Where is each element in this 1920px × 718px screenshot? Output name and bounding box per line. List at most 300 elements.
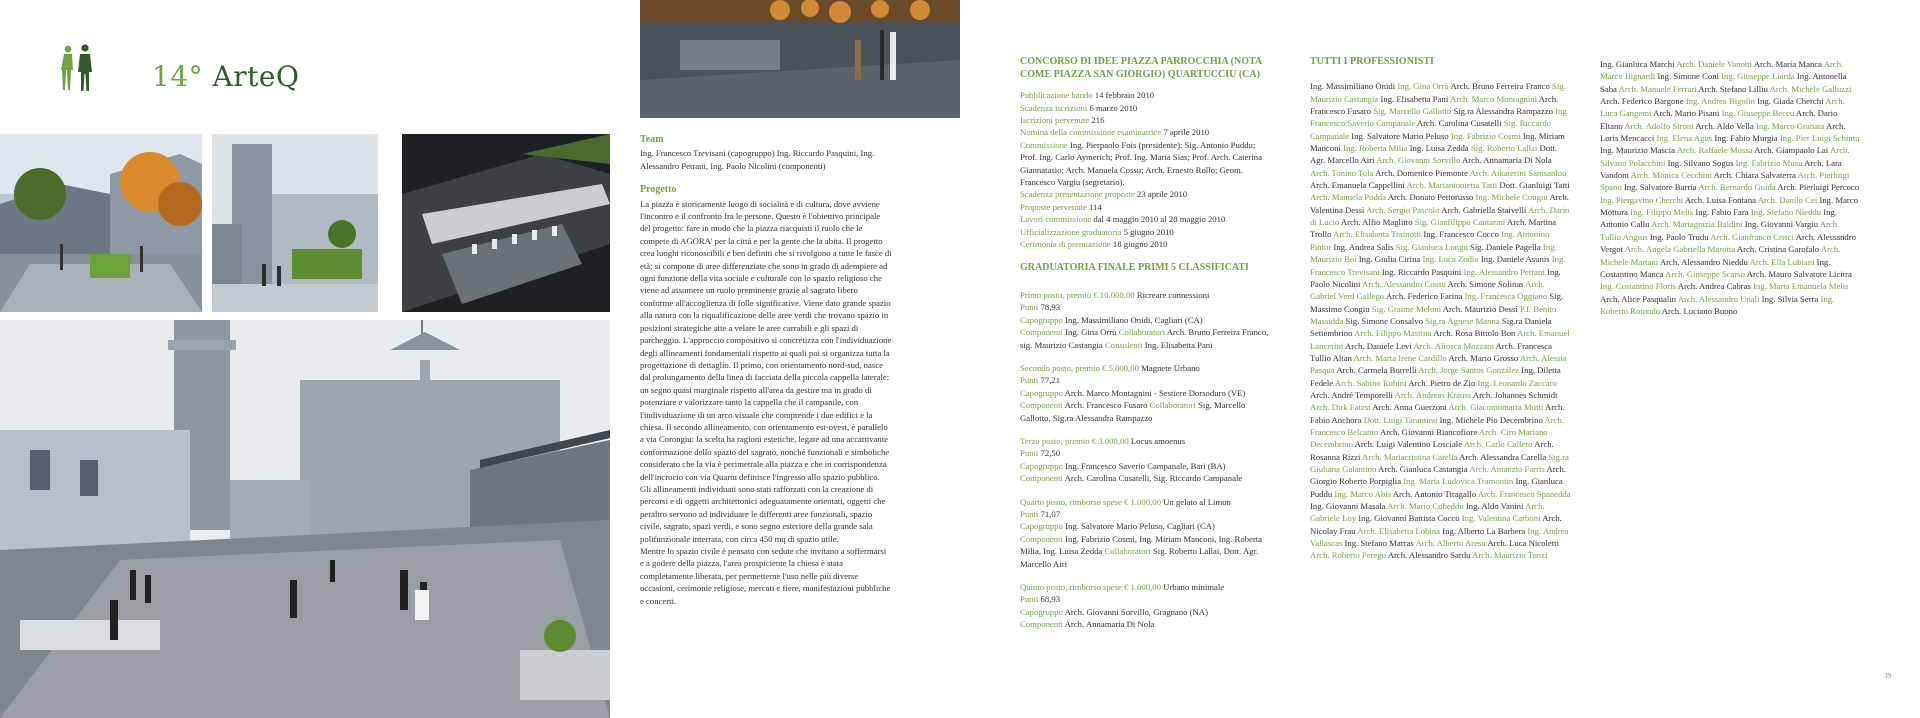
professional-name: Ing. Maria Ludovica Tramontin xyxy=(1403,476,1514,487)
professional-name: Arch. Gabriella Staivelli xyxy=(1439,204,1528,215)
professional-name: Arch. Tullio Angius xyxy=(1600,219,1840,242)
professional-name: Arch. Marco Montagnini xyxy=(1449,93,1538,104)
professional-name: Ing. Aldo Vanini xyxy=(1463,501,1526,512)
professional-name: Ing. Salvatore Mario Peluso xyxy=(1349,130,1451,141)
professional-name: Arch. Giuseppe Scarso xyxy=(1665,268,1746,279)
professional-name: Arch. Emanuela Cappellini xyxy=(1310,180,1407,191)
fact-label: Iscrizioni pervenute xyxy=(1020,115,1090,125)
professional-name: Ing. Antonio Callu xyxy=(1600,207,1837,230)
member-role: Componenti xyxy=(1020,619,1063,630)
professional-name: Arch. Luca Gangemi xyxy=(1600,96,1845,119)
ranking-members-row xyxy=(1020,326,1270,351)
points-label: Punti xyxy=(1020,448,1039,459)
professional-name: Arch. Johannes Schmidt xyxy=(1471,389,1558,400)
professional-name: Arch. Michele Martani xyxy=(1600,244,1841,267)
professional-name: Arch. Raffaele Mossa xyxy=(1676,145,1753,156)
professional-name: Arch. Alice Pasqualin xyxy=(1600,293,1678,304)
fact-value: 114 xyxy=(1086,201,1102,212)
professional-name: Sig.ra Agnese Manna xyxy=(1425,315,1500,326)
professional-name: Arch. Annamaria Di Nola xyxy=(1460,155,1552,166)
rank-number: 14° xyxy=(152,60,204,93)
professional-name: Sig.ra Daniela Settembrino xyxy=(1310,315,1552,339)
professional-name: Arch. Maria Manca xyxy=(1752,59,1824,69)
member-names: Arch. Giovanni Sorvillo, Gragnano (NA) xyxy=(1062,606,1208,617)
professional-name: Arch. Francesco Belcanto xyxy=(1310,414,1565,437)
member-names: Ing. Fabrizio Cosmi, Ing. Miriam Manconi, Ing. Roberta Milia, Ing. Luisa Zedda xyxy=(1020,533,1263,557)
professional-name: Dott. Gianluigi Tatti xyxy=(1497,180,1570,191)
professional-name: Arch. Pietro de Zio xyxy=(1406,377,1478,388)
member-role: Capogruppo xyxy=(1020,606,1063,617)
professional-name: Arch. Carolina Cusatelli xyxy=(1415,118,1504,129)
professional-name: Sig. Roberto Lallai xyxy=(1470,143,1538,154)
professionals-title: TUTTI I PROFESSIONISTI xyxy=(1310,56,1434,67)
points-value: 78,93 xyxy=(1038,302,1061,313)
professional-name: Ing. Paolo Trudu xyxy=(1647,231,1711,242)
professional-name: Arch. Alessandro Unali xyxy=(1677,293,1760,304)
professional-name: Sig. Daniele Pagella xyxy=(1467,241,1543,252)
professional-name: Arch. Marco Bignardi xyxy=(1600,59,1844,82)
member-names: Sig. Marcello Gallotto, Sig.ra Alessandra Rampazzo xyxy=(1020,400,1246,423)
member-role: Collaboratori xyxy=(1104,546,1151,557)
ranking-place: Terzo posto, premio € 3.000,00 xyxy=(1020,435,1129,446)
professional-name: Ing. Leonardo Zaccaro xyxy=(1477,377,1557,388)
professional-name: Ing. Antonella Saba xyxy=(1600,71,1847,94)
member-names: Ing. Massimiliano Onidi, Cagliari (CA) xyxy=(1062,314,1203,325)
professional-name: Arch. Loris Mencacci xyxy=(1600,120,1846,144)
competition-title: CONCORSO DI IDEE PIAZZA PARROCCHIA (NOTA COME PIAZZA SAN GIORGIO) QUARTUCCIU (CA) xyxy=(1020,56,1262,80)
member-role: Componenti xyxy=(1020,327,1063,338)
professional-name: Arch. Alessandro Nieddu xyxy=(1658,256,1750,267)
ranking-members-row xyxy=(1020,618,1270,630)
professional-name: Arch. Adolfo Sironi xyxy=(1624,120,1694,131)
professional-name: Ing. Antonino Pintor xyxy=(1310,229,1550,252)
professional-name: Arch. Alessandra Carella xyxy=(1457,451,1549,462)
professional-name: Sig. Simone Consalvo xyxy=(1343,315,1426,326)
professional-name: Arch. Andreas Krauss xyxy=(1394,389,1472,400)
professional-name: Ing. Maurizio Mascia xyxy=(1600,145,1677,156)
fact-value: 18 giugno 2010 xyxy=(1110,239,1168,250)
ranking-motto: Locus amoenus xyxy=(1128,435,1186,446)
professional-name: Ing. Giovanni Masala xyxy=(1310,501,1388,512)
ranking-title: GRADUATORIA FINALE PRIMI 5 CLASSIFICATI xyxy=(1020,262,1249,274)
professional-name: Sig.ra Giuliana Galantino xyxy=(1310,451,1569,474)
professional-name: P.I. Benito Massidda xyxy=(1310,303,1557,326)
professional-name: Ing. Michele Pio Decembrino xyxy=(1437,414,1545,425)
fact-row xyxy=(1020,238,1270,250)
ranking-entry xyxy=(1020,435,1270,485)
member-role: Consulenti xyxy=(1104,339,1143,350)
professional-name: Arch. Aldo Vella xyxy=(1693,120,1756,131)
professional-name: Arch. Elisabetta Lobina xyxy=(1357,525,1441,536)
fact-label: Lavori commissione xyxy=(1020,214,1092,225)
professional-name: Ing. Marco Mottura xyxy=(1600,194,1859,218)
fact-value: 5 giugno 2010 xyxy=(1121,226,1174,237)
ranking-members-row xyxy=(1020,399,1270,424)
professional-name: Ing. Elisabetta Pani xyxy=(1378,93,1450,104)
ranking-motto: Un gelato al Limon xyxy=(1160,496,1231,507)
professional-name: Arch. Stefano Lilliu xyxy=(1696,83,1770,94)
professional-name: Dott. Agr. Marcello Airi xyxy=(1310,143,1558,166)
fact-value: 14 febbraio 2010 xyxy=(1092,90,1155,101)
professional-name: Arch. Lara Vandoni xyxy=(1600,157,1842,181)
ranking-points-row xyxy=(1020,447,1270,459)
progetto-heading: Progetto xyxy=(640,184,677,196)
ranking-members-row xyxy=(1020,606,1270,618)
professional-name: Arch. Filippo Mastinu xyxy=(1354,328,1432,339)
fact-row xyxy=(1020,188,1270,200)
professionals-column-2 xyxy=(1600,58,1862,317)
ranking-members-row xyxy=(1020,387,1270,399)
professional-name: Arch. Luigi Valentino Losciale xyxy=(1352,439,1464,450)
professional-name: Ing. Andrea Vallascas xyxy=(1310,525,1569,549)
group-name: ArteQ xyxy=(212,60,300,93)
professional-name: Arch. Tonino Tola xyxy=(1310,167,1374,178)
fact-row xyxy=(1020,213,1270,225)
professional-name: Arch. Antonio Tiragallo xyxy=(1391,488,1478,499)
professional-name: Arch. Luca Nicoletti xyxy=(1485,538,1559,549)
professional-name: Arch. Aliosca Mozzato xyxy=(1413,340,1494,351)
ranking-place: Primo posto, premio € 10.000,00 xyxy=(1020,289,1135,300)
fact-value: 6 marzo 2010 xyxy=(1087,102,1138,113)
points-value: 68,93 xyxy=(1038,594,1061,605)
professional-name: Ing. Marco Granata xyxy=(1755,120,1825,131)
professional-name: Arch. Andrea Cabras xyxy=(1676,281,1753,292)
fact-value: 216 xyxy=(1089,115,1105,125)
member-names: Ing. Elisabetta Pani xyxy=(1142,339,1213,350)
professional-name: Arch. Anna Guerzoni xyxy=(1370,402,1449,413)
fact-label: Nomina della commissione esaminatrice xyxy=(1020,127,1162,138)
professional-name: Arch. Maurizio Tonzi xyxy=(1472,550,1548,561)
professional-name: Ing. Piergavino Cherchi xyxy=(1600,194,1684,205)
ranking-members-row xyxy=(1020,533,1270,570)
fact-label: Pubblicazione bando xyxy=(1020,90,1093,101)
professional-name: Arch. Luisa Fontana xyxy=(1683,194,1758,205)
professional-name: Ing. Alberto La Barbera xyxy=(1440,525,1528,536)
member-role: Collaboratori xyxy=(1149,400,1196,411)
progetto-paragraph-2: Mentre lo spazio civile è pensato con sedute che invitano a soffermarsi e a godere della piazza, l'area prospiciente la chiesa è stata completamente liberata, per permetterne l'uso nelle più diverse occasioni, cerimonie religiose, mercati e fiere, manifestazioni pubbliche e concerti. xyxy=(640,546,891,606)
professional-name: Ing. Maurizio Boi xyxy=(1310,241,1557,265)
member-names: Ing. Francesco Saverio Campanale, Bari (BA) xyxy=(1062,460,1226,471)
professional-name: Arch. Carmela Borrelli xyxy=(1334,365,1419,376)
professional-name: Arch. Silvano Polacchini xyxy=(1600,145,1850,168)
professionals-column-1 xyxy=(1310,56,1572,562)
fact-value: dal 4 maggio 2010 al 28 maggio 2010 xyxy=(1091,214,1226,225)
professional-name: Arch. Giovanni Sorvillo xyxy=(1376,155,1461,166)
professional-name: Arch. Mariagrazia Baldini xyxy=(1651,219,1743,230)
ranking-points-row xyxy=(1020,301,1270,313)
professional-name: Ing. Luca Zodio xyxy=(1422,254,1479,265)
member-role: Capogruppo xyxy=(1020,460,1063,471)
professional-name: Ing. Miriam Manconi xyxy=(1310,130,1565,154)
professional-name: Ing. Silvia Serra xyxy=(1759,293,1821,304)
professional-name: Arch. Alessandro Vergot xyxy=(1600,231,1856,255)
professional-name: Arch. Federico Bargone xyxy=(1600,96,1686,107)
fact-row xyxy=(1020,102,1270,114)
professional-name: Ing. Roberta Milia xyxy=(1343,143,1408,154)
ranking-entry xyxy=(1020,289,1270,351)
professional-name: Arch. Domenico Piemonte xyxy=(1373,167,1470,178)
professional-name: Sig. Maurizio Castangia xyxy=(1310,81,1566,104)
member-role: Componenti xyxy=(1020,473,1063,484)
fact-value: 23 aprile 2010 xyxy=(1134,189,1188,200)
fact-row xyxy=(1020,139,1270,189)
professional-name: Arch. Alessandro Sardu xyxy=(1386,550,1473,561)
professional-name: Arch. Francesca Tullio Altan xyxy=(1310,340,1552,363)
render-photo-tower xyxy=(212,134,378,312)
ranking-place: Quinto posto, rimborso spese € 1.000,00 xyxy=(1020,582,1161,592)
professional-name: Arch. Dario Eltano xyxy=(1600,108,1838,131)
professional-name: Ing. Salvatore Barria xyxy=(1621,182,1699,193)
fact-label: Proposte pervenute xyxy=(1020,201,1087,212)
ranking-members-row xyxy=(1020,472,1270,484)
fact-row xyxy=(1020,126,1270,138)
professional-name: Arch. Luciano Buono xyxy=(1660,305,1738,316)
ranking-place-row xyxy=(1020,289,1270,301)
professional-name: Ing. Fabrizio Cosmi xyxy=(1450,130,1521,141)
member-names: Arch. Marco Montagnini - Sestiere Dorsoduro (VE) xyxy=(1062,387,1246,398)
professional-name: Arch. Chiara Salvaterra xyxy=(1711,170,1798,181)
professional-name: Ing. Silvano Sogus xyxy=(1665,157,1736,168)
ranking-points-row xyxy=(1020,508,1270,520)
professional-name: Arch. Martina Trollo xyxy=(1310,217,1557,240)
professional-name: Ing. Luisa Zedda xyxy=(1407,143,1471,154)
project-description-column xyxy=(640,134,892,613)
points-label: Punti xyxy=(1020,594,1039,605)
points-value: 71,07 xyxy=(1038,508,1061,519)
ranking-place-row xyxy=(1020,362,1270,374)
professional-name: Sig. Massimo Congiu xyxy=(1310,291,1564,314)
professional-name: Arch. Giorgio Roberto Porpiglia xyxy=(1310,464,1566,487)
professional-name: Sig. Graime Meloni xyxy=(1371,303,1442,314)
member-role: Capogruppo xyxy=(1020,314,1063,325)
professional-name: Arch. Valentina Dessì xyxy=(1310,192,1569,215)
professional-name: Ing. Giulia Cirina xyxy=(1356,254,1423,265)
professional-name: Ing. Giada Cherchi xyxy=(1754,96,1826,107)
ranking-place-row xyxy=(1020,581,1270,593)
professional-name: Ing. Diletta Fedele xyxy=(1310,365,1561,388)
ranking-entry xyxy=(1020,362,1270,424)
professional-name: Arch. Michele Galluzzi xyxy=(1769,83,1852,94)
competition-info-column xyxy=(1020,56,1270,642)
render-photo-piazza xyxy=(0,320,610,718)
member-names: Arch. Francesco Fusaro xyxy=(1062,400,1150,411)
ranking-motto: Ricreare connessioni xyxy=(1134,289,1210,300)
professional-name: Arch. Carlo Callero xyxy=(1463,439,1533,450)
fact-value: Ing. Pierpaolo Fois (presidente): Sig. Antonio Puddu; Prof. Ing. Carlo Aymerich; Prof. Ing. Maria Sias; Prof. Arch. Caterina Giannatasio; Arch. Manuela Cossu; Arch. Ernesto Rollo; Geom. Francesco Vargiu (segretario). xyxy=(1020,139,1262,188)
member-names: Sig. Roberto Lallai, Dott. Agr. Marcello Airi xyxy=(1020,546,1259,569)
member-role: Componenti xyxy=(1020,533,1063,544)
professional-name: Arch. Francesco Fusaro xyxy=(1310,93,1559,117)
ranking-points-row xyxy=(1020,593,1270,605)
professional-name: Arch. Simone Solinas xyxy=(1445,278,1526,289)
professional-name: Arch. Mario Cubeddu xyxy=(1387,501,1464,512)
professional-name: Ing. Paolo Nicolini xyxy=(1310,266,1561,289)
fact-label: Scadenza iscrizioni xyxy=(1020,102,1088,113)
professional-name: Arch. Sabino Rubini xyxy=(1334,377,1407,388)
professional-name: Ing. Giuseppe Liarda xyxy=(1721,71,1795,82)
professional-name: Arch. Maurizio Dessì xyxy=(1441,303,1520,314)
ranking-entry xyxy=(1020,496,1270,570)
professional-name: Arch. Federico Farina xyxy=(1384,291,1465,302)
fact-row xyxy=(1020,89,1270,101)
ranking-motto: Magnete Urbano xyxy=(1138,362,1200,373)
professional-name: Arch. Marta Irene Cardillo xyxy=(1353,352,1447,363)
member-names: Ing. Gina Orrù xyxy=(1062,327,1119,338)
points-label: Punti xyxy=(1020,375,1039,386)
professional-name: Arch. Daniele Vanotti xyxy=(1676,59,1753,69)
fact-label: Ufficializzazione graduatoria xyxy=(1020,226,1122,237)
professional-name: Arch. Cristina Garofalo xyxy=(1735,244,1821,255)
professional-name: Arch. Elisabetta Trainotti xyxy=(1333,229,1422,240)
page-number: 39 xyxy=(1884,672,1891,680)
professional-name: Ing. Gianluca Marchi xyxy=(1600,59,1677,69)
professional-name: Arch. Alessia Pasqua xyxy=(1310,352,1567,376)
professional-name: Ing. Fabrizio Musu xyxy=(1735,157,1803,168)
professional-name: Ing. Fabio Murgia xyxy=(1712,133,1780,144)
member-names: Arch. Annamaria Di Nola xyxy=(1062,619,1155,630)
points-label: Punti xyxy=(1020,508,1039,519)
member-role: Capogruppo xyxy=(1020,521,1063,532)
professional-name: Ing. Andrea Salis xyxy=(1331,241,1396,252)
professional-name: Ing. Gianluca Puddu xyxy=(1310,476,1563,499)
fact-row xyxy=(1020,114,1270,126)
professional-name: Ing. Francesca Oggiano xyxy=(1464,291,1548,302)
competition-facts xyxy=(1020,89,1270,250)
professional-name: Arch. Ciro Mariano Decembrino xyxy=(1310,426,1548,450)
ranking-entry xyxy=(1020,581,1270,631)
professional-name: Ing. Francesco Trevisani xyxy=(1310,254,1566,277)
professional-name: Ing. Francesco Saverio Campanale xyxy=(1310,106,1569,129)
fact-label: Scadenza presentazione proposte xyxy=(1020,189,1135,200)
professional-name: Arch. Manuela Podda xyxy=(1310,192,1386,203)
professional-name: Arch. Bruno Ferreira Franco xyxy=(1448,81,1553,92)
professional-name: Arch. Mario Pisani xyxy=(1651,108,1722,119)
professional-name: Arch. Sergio Pascolo xyxy=(1365,204,1440,215)
professional-name: Arch. Daniele Levi xyxy=(1343,340,1414,351)
fact-label: Cerimonia di premiazione xyxy=(1020,239,1111,250)
professional-name: Arch. Alessandro Cossu xyxy=(1362,278,1446,289)
points-value: 72,50 xyxy=(1038,448,1061,459)
professional-name: Ing. Gina Orrù xyxy=(1397,81,1449,92)
professional-name: Arch. Amanzio Farris xyxy=(1469,464,1545,474)
professional-name: Arch. Roberto Perego xyxy=(1310,550,1386,561)
professional-name: Arch. Gianluca Castangia xyxy=(1376,464,1470,474)
professional-name: Ing. Marco Abis xyxy=(1334,488,1392,499)
points-value: 77,21 xyxy=(1038,375,1061,386)
professional-name: Ing. Giovanni Battista Cocco xyxy=(1356,513,1462,524)
professional-name: Ing. Elena Agus xyxy=(1656,133,1713,144)
professional-name: Ing. Roberto Rotondo xyxy=(1600,293,1835,316)
professional-name: Sig. Marcello Gallotto xyxy=(1373,106,1452,117)
professional-name: Arch. Danilo Cei xyxy=(1757,194,1818,205)
team-text: Ing. Francesco Trevisani (capogruppo) Ing. Riccardo Pasquini, Ing. Alessandro Petrani, Ing. Paolo Nicolini (componenti) xyxy=(640,148,875,171)
professional-name: Arch. Ella Lubiani xyxy=(1749,256,1815,267)
professionals-list-2 xyxy=(1600,58,1862,317)
professional-name: Arch. Gabriele Loy xyxy=(1310,501,1545,524)
professional-name: Arch. Gianfranco Crisci xyxy=(1710,231,1794,242)
professional-name: Ing. Andrea Bigolin xyxy=(1685,96,1755,107)
ranking-points-row xyxy=(1020,374,1270,386)
professionals-list-1 xyxy=(1310,80,1572,561)
professional-name: Arch. Fabio Anchora xyxy=(1310,402,1565,425)
professional-name: Dott. Luigi Tarantino xyxy=(1363,414,1438,425)
professional-name: Ing. Francesco Cocco xyxy=(1421,229,1502,240)
professional-name: Ing. Valentina Carboni xyxy=(1461,513,1541,524)
professional-name: Sig. Riccardo Campanale xyxy=(1310,118,1552,141)
professional-name: Ing. Stefano Nieddu xyxy=(1750,207,1822,218)
fact-label: Commissione xyxy=(1020,139,1068,150)
render-photo-evening xyxy=(640,0,960,118)
professional-name: Ing. Fabio Fara xyxy=(1693,207,1751,218)
professional-name: Arch. Giacomomaria Mutti xyxy=(1448,402,1544,413)
professional-name: Arch. Aikaterini Samsanlou xyxy=(1469,167,1567,178)
professional-name: Ing. Giovanni Vargiu xyxy=(1742,219,1820,230)
member-names: Ing. Salvatore Mario Peluso, Cagliari (CA) xyxy=(1062,521,1215,532)
professional-name: Ing. Giuseppe Beccu xyxy=(1721,108,1795,119)
professional-name: Arch. Bernardo Guida xyxy=(1698,182,1776,193)
page-title xyxy=(152,60,299,93)
professional-name: Arch. Emanuel Lancerini xyxy=(1310,328,1570,351)
professional-name: Arch. Manuele Ferrari xyxy=(1618,83,1697,94)
professional-name: Ing. Costantino Manca xyxy=(1600,256,1831,279)
professional-name: Ing. Michele Congiu xyxy=(1475,192,1548,203)
ranking-members-row xyxy=(1020,520,1270,532)
professional-name: Arch. Angela Gabriella Marotta xyxy=(1624,244,1736,255)
professional-name: Arch. Alberto Aresu xyxy=(1415,538,1486,549)
professional-name: Arch. Dario di Lucio xyxy=(1310,204,1570,228)
ranking-place: Secondo posto, premio € 5.000,00 xyxy=(1020,362,1139,373)
member-role: Capogruppo xyxy=(1020,387,1063,398)
professional-name: Arch. André Temporelli xyxy=(1310,389,1395,400)
ranking-members-row xyxy=(1020,314,1270,326)
professional-name: Arch. Mario Grosso xyxy=(1446,352,1520,363)
ranking-members-row xyxy=(1020,460,1270,472)
professional-name: Ing. Pier Luigi Schintu xyxy=(1779,133,1860,144)
professional-name: Arch. Rosanna Rizzi xyxy=(1310,439,1554,462)
ranking-place-row xyxy=(1020,496,1270,508)
professional-name: Arch. Mauro Salvatore Licitra xyxy=(1745,268,1852,279)
professional-name: Sig. Gianluca Longu xyxy=(1395,241,1468,252)
professional-name: Ing. Daniele Asunis xyxy=(1478,254,1552,265)
professional-name: Arch. Giampaolo Lai xyxy=(1752,145,1831,156)
member-role: Componenti xyxy=(1020,400,1063,411)
professional-name: Arch. Dirk Fatzst xyxy=(1310,402,1371,413)
professional-name: Ing. Massimiliano Onidi xyxy=(1310,81,1398,92)
professional-name: Arch. Mariantonietta Tatti xyxy=(1406,180,1498,191)
ranking-place: Quarto posto, rimborso spese € 1.000,00 xyxy=(1020,496,1161,507)
professional-name: Ing. Stefano Marras xyxy=(1342,538,1416,549)
team-heading: Team xyxy=(640,134,664,145)
professional-name: Arch. Pierluigi Spano xyxy=(1600,170,1850,193)
member-names: Arch. Carolina Cusatelli, Sig. Riccardo Campanale xyxy=(1062,473,1243,484)
professional-name: Arch. Mariacristina Carella xyxy=(1362,451,1458,462)
professional-name: Arch. Pierluigi Percoco xyxy=(1775,182,1860,193)
ranking-list xyxy=(1020,289,1270,631)
professional-name: Arch. Francesco Spanedda xyxy=(1477,488,1571,499)
ranking-place-row xyxy=(1020,435,1270,447)
professional-name: Ing. Filippo Melis xyxy=(1630,207,1694,218)
ranking-motto: Urbano minimale xyxy=(1160,582,1225,592)
people-logo-icon xyxy=(58,44,98,92)
professional-name: Ing. Marta Emanuela Melis xyxy=(1753,281,1849,292)
render-photo-night xyxy=(402,134,610,312)
professional-name: Ing. Riccardo Pasquini xyxy=(1379,266,1464,277)
professional-name: Arch. Giovanni Biancofiore xyxy=(1378,426,1479,437)
professional-name: Arch. Gabriel Verd Gallego xyxy=(1310,278,1545,302)
professional-name: Arch. Alfio Maglitto xyxy=(1339,217,1415,228)
fact-row xyxy=(1020,226,1270,238)
professional-name: Ing. Alessandro Petrani xyxy=(1463,266,1545,277)
